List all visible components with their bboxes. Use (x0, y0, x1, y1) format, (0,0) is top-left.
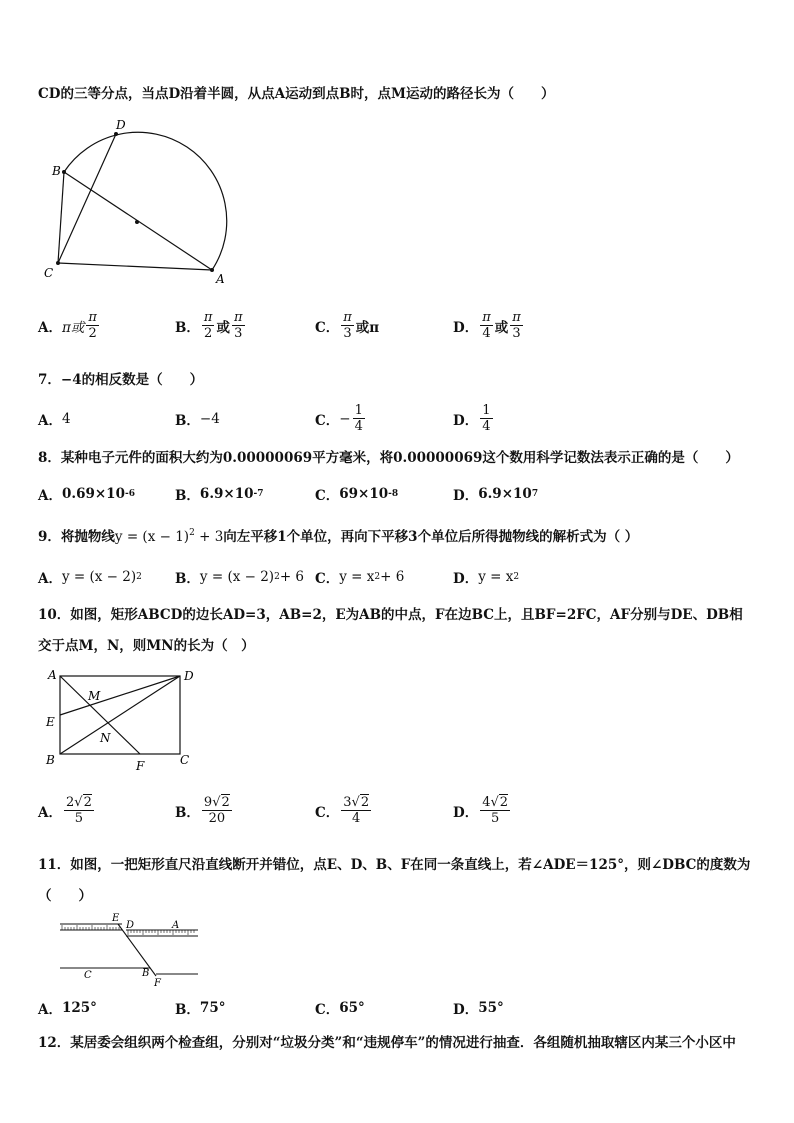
q11-ruler-figure (56, 910, 206, 988)
q6-point-c (56, 261, 60, 265)
q6-stem: CD的三等分点，当点D沿着半圆，从点A运动到点B时，点M运动的路径长为（ ） (38, 86, 555, 102)
q8-option-b[interactable]: B． 6.9×10 -7 (175, 486, 264, 504)
q10-segment-de (60, 676, 180, 715)
q7-option-d[interactable]: D． $\frac{1}{4}$ (453, 403, 491, 434)
q11-label-d: D (126, 920, 135, 931)
q9-option-c[interactable]: C． y = x 2 + 6 (315, 569, 405, 587)
q11-label-a: A (172, 920, 180, 931)
q10-segment-db (60, 676, 180, 754)
q10-stem-line2: 交于点M，N，则MN的长为（ ） (38, 638, 255, 654)
q11-option-d[interactable]: D． 55° (453, 1000, 504, 1018)
q9-stem: 9．将抛物线$y = (x - 1)^2 + 3$向左平移1个单位，再向下平移3个单位后所得抛物线的解析式为（ ） (38, 528, 639, 545)
q6-point-d (114, 132, 118, 136)
q9-option-a[interactable]: A． y = (x − 2) 2 (38, 569, 142, 587)
q6-label-c: C (44, 266, 54, 280)
q10-rectangle-figure (38, 664, 208, 776)
q6-semicircle-arc (64, 132, 227, 270)
q12-stem: 12．某居委会组织两个检查组，分别对“垃圾分类”和“违规停车”的情况进行抽查．各组随机抽取辖区内某三个小区中 (38, 1035, 736, 1051)
q9-option-b[interactable]: B． y = (x − 2) 2 + 6 (175, 569, 305, 587)
q10-option-a[interactable]: A． $\frac{2√2}{5}$ (38, 795, 92, 826)
q8-option-a[interactable]: A． 0.69×10 -6 (38, 486, 135, 504)
q8-option-d[interactable]: D． 6.9×10 7 (453, 486, 539, 504)
q11-stem-line2: （ ） (38, 888, 92, 904)
q10-label-f: F (136, 759, 145, 773)
q10-label-c: C (180, 753, 190, 767)
q10-label-m: M (88, 689, 101, 703)
q7-option-b[interactable]: B． −4 (175, 411, 220, 429)
q6-option-c[interactable]: C． $\frac{\pi}{3}$ 或π (315, 310, 380, 341)
q10-label-n: N (100, 731, 111, 745)
q6-option-a[interactable]: A． π或 $\frac{\pi}{2}$ (38, 310, 97, 341)
q11-option-b[interactable]: B． 75° (175, 1000, 226, 1018)
q8-stem: 8．某种电子元件的面积大约为0.00000069平方毫米，将0.00000069这个数用科学记数法表示正确的是（ ） (38, 450, 739, 466)
q11-stem-line1: 11．如图，一把矩形直尺沿直线断开并错位，点E、D、B、F在同一条直线上，若∠ADE＝125°，则∠DBC的度数为 (38, 857, 751, 873)
q6-center-point (135, 220, 139, 224)
q6-segment-cd (58, 134, 116, 263)
q11-label-e: E (112, 913, 120, 924)
q11-label-f: F (154, 978, 161, 988)
q6-segment-ca (58, 263, 212, 270)
q11-option-c[interactable]: C． 65° (315, 1000, 365, 1018)
q10-option-d[interactable]: D． $\frac{4√2}{5}$ (453, 795, 509, 826)
q11-label-c: C (84, 970, 92, 981)
q6-point-b (62, 170, 66, 174)
q10-stem-line1: 10．如图，矩形ABCD的边长AD=3，AB=2，E为AB的中点，F在边BC上，且BF=2FC，AF分别与DE、DB相 (38, 607, 743, 623)
q6-label-a: A (216, 272, 225, 285)
q6-point-a (210, 268, 214, 272)
q10-label-b: B (46, 753, 55, 767)
q7-stem: 7．−4的相反数是（ ） (38, 372, 204, 388)
q6-option-b[interactable]: B． $\frac{\pi}{2}$ 或 $\frac{\pi}{3}$ (175, 310, 243, 341)
q6-segment-cb (58, 172, 64, 263)
q11-label-b: B (142, 968, 150, 979)
q6-label-b: B (52, 164, 61, 178)
q6-semicircle-figure (38, 115, 238, 285)
q10-label-d: D (184, 669, 194, 683)
q10-label-e: E (46, 715, 55, 729)
q11-option-a[interactable]: A． 125° (38, 1000, 97, 1018)
q7-option-a[interactable]: A． 4 (38, 411, 71, 429)
q11-ruler-right-ticks (128, 930, 194, 935)
q9-option-d[interactable]: D． y = x 2 (453, 569, 520, 587)
q11-ruler-left-ticks (62, 925, 119, 930)
q6-option-d[interactable]: D． $\frac{\pi}{4}$ 或 $\frac{\pi}{3}$ (453, 310, 521, 341)
q10-label-a: A (48, 668, 57, 682)
q7-option-c[interactable]: C． − $\frac{1}{4}$ (315, 403, 363, 434)
q8-option-c[interactable]: C． 69×10 -8 (315, 486, 399, 504)
q10-option-b[interactable]: B． $\frac{9√2}{20}$ (175, 795, 230, 826)
q10-option-c[interactable]: C． $\frac{3√2}{4}$ (315, 795, 370, 826)
q6-label-d: D (116, 118, 126, 132)
